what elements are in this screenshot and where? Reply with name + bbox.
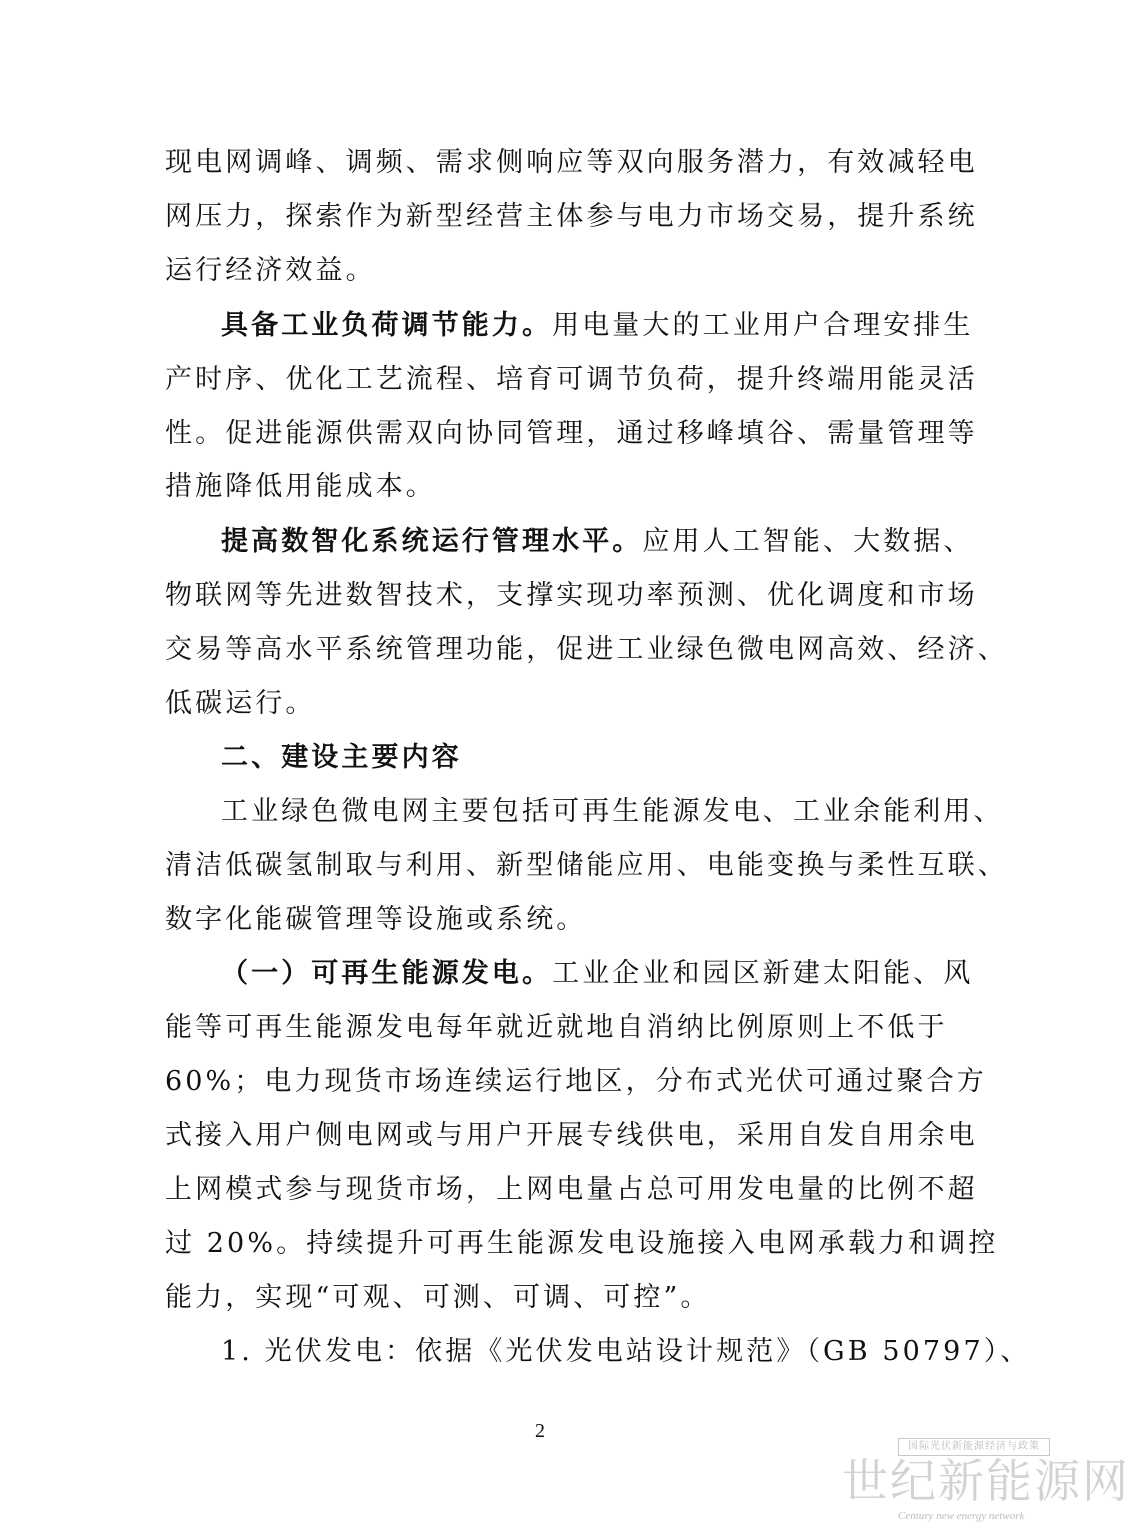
paragraph-lead-heading: 提高数智化系统运行管理水平。 — [221, 526, 643, 557]
paragraph-line: 运行经济效益。 — [165, 255, 376, 286]
paragraph-line: 能力，实现“可观、可测、可调、可控”。 — [165, 1282, 711, 1313]
watermark-logo — [842, 1438, 1130, 1524]
watermark-top-text: 国际光伏新能源经济与政策 — [898, 1438, 1050, 1456]
paragraph-line: 能等可再生能源发电每年就近就地自消纳比例原则上不低于 — [165, 1012, 948, 1043]
paragraph-line: 交易等高水平系统管理功能，促进工业绿色微电网高效、经济、 — [165, 634, 1008, 665]
paragraph-line: 具备工业负荷调节能力。用电量大的工业用户合理安排生 — [221, 310, 974, 341]
paragraph-line: 清洁低碳氢制取与利用、新型储能应用、电能变换与柔性互联、 — [165, 850, 1008, 881]
paragraph-line: 产时序、优化工艺流程、培育可调节负荷，提升终端用能灵活 — [165, 364, 978, 395]
page-number: 2 — [535, 1420, 545, 1442]
paragraph-line: 提高数智化系统运行管理水平。应用人工智能、大数据、 — [221, 526, 974, 557]
paragraph-line: 式接入用户侧电网或与用户开展专线供电，采用自发自用余电 — [165, 1120, 978, 1151]
paragraph-line: 过 20%。持续提升可再生能源发电设施接入电网承载力和调控 — [165, 1228, 999, 1259]
paragraph-line: 现电网调峰、调频、需求侧响应等双向服务潜力，有效减轻电 — [165, 147, 978, 178]
paragraph-line: 工业绿色微电网主要包括可再生能源发电、工业余能利用、 — [221, 796, 1004, 827]
paragraph-line: 网压力，探索作为新型经营主体参与电力市场交易，提升系统 — [165, 201, 978, 232]
paragraph-line: 上网模式参与现货市场，上网电量占总可用发电量的比例不超 — [165, 1174, 978, 1205]
paragraph-line: （一）可再生能源发电。工业企业和园区新建太阳能、风 — [221, 958, 974, 989]
paragraph-line: 数字化能碳管理等设施或系统。 — [165, 904, 587, 935]
list-item-line: 1. 光伏发电：依据《光伏发电站设计规范》（GB 50797）、 — [221, 1336, 1031, 1367]
watermark-english-text: Century new energy network — [898, 1510, 1025, 1522]
paragraph-line: 措施降低用能成本。 — [165, 471, 436, 502]
paragraph-line: 低碳运行。 — [165, 688, 316, 719]
section-heading: 二、建设主要内容 — [221, 742, 462, 773]
paragraph-line: 60%；电力现货市场连续运行地区，分布式光伏可通过聚合方 — [165, 1066, 987, 1097]
paragraph-line: 性。促进能源供需双向协同管理，通过移峰填谷、需量管理等 — [165, 418, 978, 449]
paragraph-lead-heading: 具备工业负荷调节能力。 — [221, 310, 553, 341]
watermark-main-text: 世纪新能源网 — [842, 1454, 1130, 1508]
subsection-heading: （一）可再生能源发电。 — [221, 958, 553, 989]
paragraph-line: 物联网等先进数智技术，支撑实现功率预测、优化调度和市场 — [165, 580, 978, 611]
